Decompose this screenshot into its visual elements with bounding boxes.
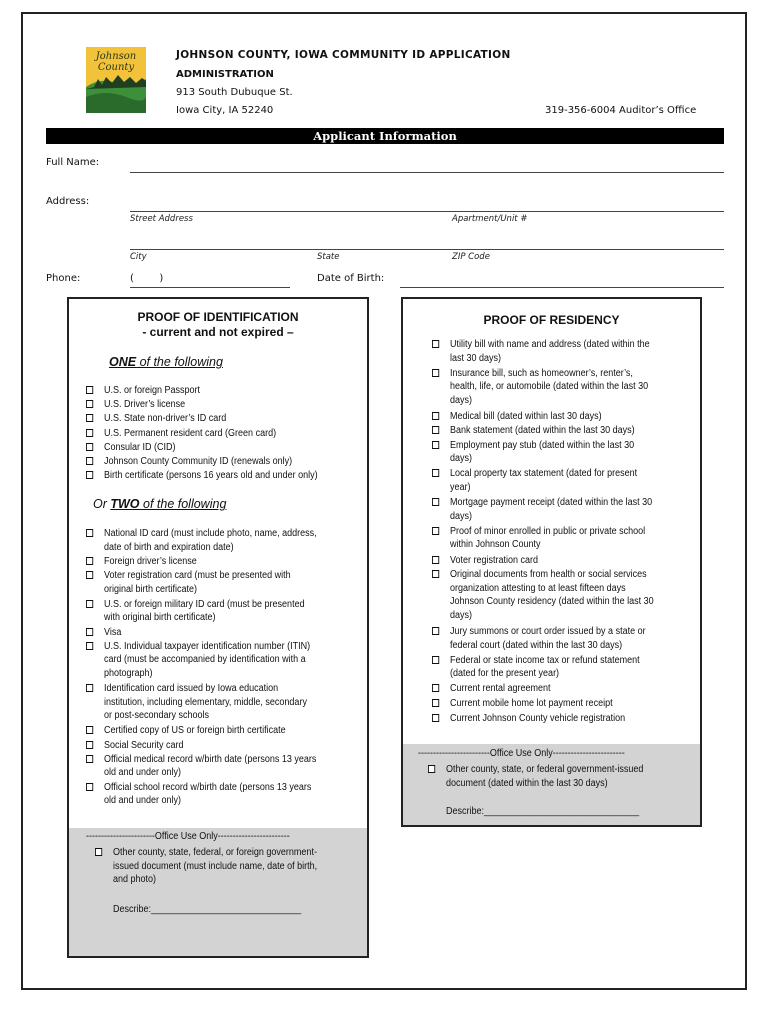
full-name-field[interactable] [130,172,724,173]
checkbox-icon[interactable] [432,412,439,420]
list-item-text: Visa [104,626,122,638]
checkbox-icon[interactable] [432,714,439,722]
checkbox-icon[interactable] [432,441,439,449]
list-item-text: old and under only) [104,795,182,807]
checkbox-icon[interactable] [86,726,93,734]
list-item-text: issued document (must include name, date of birth, [113,860,318,872]
list-item-text: Insurance bill, such as homeowner’s, renter’s, [450,367,633,379]
residency-item [450,367,648,408]
residency-item [450,568,654,622]
list-item-text: Original documents from health or social services [450,569,647,581]
list-item-text: organization attesting to at least fifteen days [450,582,626,594]
id-two-item [104,682,307,723]
address-line1: 913 South Dubuque St. [176,87,293,98]
checkbox-icon[interactable] [432,627,439,635]
residency-item [450,424,635,438]
one-of-following-heading: ONE of the following [109,355,223,369]
list-item-text: Official school record w/birth date (persons 13 years [104,781,312,793]
list-item-text: or post-secondary schools [104,710,210,722]
list-item-text: Jury summons or court order issued by a state or [450,626,646,637]
list-item-text: Proof of minor enrolled in public or private school [450,525,646,537]
list-item-text: U.S. or foreign Passport [104,385,201,396]
checkbox-icon[interactable] [86,386,93,394]
id-two-item [104,781,311,808]
residency-item [450,625,646,652]
list-item-text: Certified copy of US or foreign birth certificate [104,725,286,737]
list-item-text: Voter registration card [450,554,539,566]
svg-text:Johnson: Johnson [95,51,137,62]
checkbox-icon[interactable] [432,570,439,578]
id-two-item [104,527,317,554]
id-two-item [104,598,305,625]
id-two-item [104,640,310,681]
id-one-item [104,398,185,412]
list-item-text: U.S. State non-driver’s ID card [104,413,227,425]
list-item-text: photograph) [104,667,153,679]
list-item-text: days) [450,510,473,522]
list-item-text: year) [450,481,471,493]
id-two-item [104,739,184,753]
checkbox-icon[interactable] [86,642,93,650]
list-item-text: Federal or state income tax or refund statement [450,654,640,666]
residency-item [450,697,613,711]
list-item-text: Identification card issued by Iowa education [104,683,279,695]
list-item-text: days) [450,394,473,406]
list-item-text: date of birth and expiration date) [104,541,234,553]
list-item-text: days) [450,609,473,621]
checkbox-icon[interactable] [86,628,93,636]
id-one-item [104,469,318,483]
list-item-text: federal court (dated within the last 30 days) [450,639,623,651]
checkbox-icon[interactable] [86,571,93,579]
list-item-text: card (must be accompanied by identification with a [104,654,306,666]
checkbox-icon[interactable] [432,527,439,535]
residency-item [450,496,652,523]
form-subtitle: ADMINISTRATION [176,69,274,80]
list-item-text: (dated for the present year) [450,668,560,680]
id-two-item [104,569,291,596]
residency-item [450,682,551,696]
phone-label: Phone: [46,273,81,284]
list-item-text: Official medical record w/birth date (persons 13 years [104,753,317,765]
checkbox-icon[interactable] [86,443,93,451]
list-item-text: document (dated within the last 30 days) [446,777,608,789]
res-office-checkbox-item [446,763,643,790]
checkbox-icon[interactable] [432,469,439,477]
id-two-item [104,724,286,738]
residency-item [450,654,640,681]
list-item-text: Current rental agreement [450,683,551,695]
checkbox-icon[interactable] [86,783,93,791]
checkbox-icon[interactable] [86,400,93,408]
checkbox-icon[interactable] [428,765,435,773]
checkbox-icon[interactable] [432,699,439,707]
checkbox-icon[interactable] [432,340,439,348]
residency-item [450,554,538,568]
checkbox-icon[interactable] [86,684,93,692]
id-one-item [104,455,292,469]
checkbox-icon[interactable] [86,600,93,608]
checkbox-icon[interactable] [432,426,439,434]
dob-label: Date of Birth: [317,273,385,284]
id-one-item [104,384,200,398]
checkbox-icon[interactable] [86,471,93,479]
list-item-text: within Johnson County [450,539,541,551]
zip-label: ZIP Code [452,252,490,262]
residency-item [450,467,637,494]
list-item-text: U.S. or foreign military ID card (must be presented [104,598,305,610]
list-item-text: Other county, state, or federal government-issued [446,764,644,775]
res-describe-field[interactable]: Describe:_______________________________ [446,806,640,817]
residency-item [450,338,650,365]
id-two-item [104,626,121,640]
city-state-zip-field[interactable] [130,249,724,250]
list-item-text: U.S. Permanent resident card (Green card) [104,427,277,439]
johnson-county-logo [86,47,146,113]
state-label: State [317,252,340,262]
dob-field[interactable] [400,287,724,288]
checkbox-icon[interactable] [86,557,93,565]
residency-item [450,439,634,466]
list-item-text: U.S. Driver’s license [104,399,186,411]
residency-item [450,410,602,424]
res-office-use-label: ------------------------Office Use Only------------------------ [418,748,625,759]
list-item-text: days) [450,453,473,465]
list-item-text: Bank statement (dated within the last 30 days) [450,425,635,437]
list-item-text: Current mobile home lot payment receipt [450,698,613,709]
list-item-text: Johnson County Community ID (renewals only) [104,456,293,467]
checkbox-icon[interactable] [86,529,93,537]
id-one-item [104,441,176,455]
id-one-item [104,412,226,426]
street-address-field[interactable] [130,211,724,212]
section-title-bar: Applicant Information [46,128,724,144]
checkbox-icon[interactable] [86,414,93,422]
form-title: JOHNSON COUNTY, IOWA COMMUNITY ID APPLICATION [176,49,511,61]
list-item-text: Mortgage payment receipt (dated within the last 30 [450,497,653,509]
id-one-item [104,427,276,441]
residency-item [450,525,645,552]
checkbox-icon[interactable] [432,369,439,377]
checkbox-icon[interactable] [432,656,439,664]
list-item-text: health, life, or automobile (dated within the last 30 [450,381,649,393]
checkbox-icon[interactable] [432,684,439,692]
list-item-text: original birth certificate) [104,583,198,595]
list-item-text: Voter registration card (must be presented with [104,570,291,582]
id-describe-field[interactable]: Describe:______________________________ [113,904,302,915]
address-label: Address: [46,196,90,207]
checkbox-icon[interactable] [432,498,439,506]
checkbox-icon[interactable] [86,457,93,465]
list-item-text: Consular ID (CID) [104,441,176,453]
phone-area-code: ( ) [130,273,164,284]
list-item-text: last 30 days) [450,352,502,364]
list-item-text: Employment pay stub (dated within the last 30 [450,439,635,451]
residency-item [450,712,625,726]
id-two-item [104,555,197,569]
list-item-text: U.S. Individual taxpayer identification number (ITIN) [104,640,311,652]
list-item-text: Birth certificate (persons 16 years old and under only) [104,470,318,482]
list-item-text: old and under only) [104,767,182,779]
list-item-text: with original birth certificate) [104,612,216,623]
list-item-text: Current Johnson County vehicle registration [450,712,626,724]
office-phone: 319-356-6004 Auditor’s Office [545,105,697,116]
list-item-text: Johnson County residency (dated within the last 30 [450,596,654,608]
id-office-checkbox-item [113,846,317,887]
checkbox-icon[interactable] [86,429,93,437]
checkbox-icon[interactable] [86,755,93,763]
apartment-label: Apartment/Unit # [452,214,528,224]
list-item-text: Social Security card [104,739,184,751]
id-two-item [104,753,316,780]
list-item-text: institution, including elementary, middle, secondary [104,696,307,708]
list-item-text: Medical bill (dated within last 30 days) [450,410,602,422]
checkbox-icon[interactable] [86,741,93,749]
svg-text:County: County [97,62,135,73]
address-line2: Iowa City, IA 52240 [176,105,274,116]
list-item-text: Other county, state, federal, or foreign government- [113,847,317,858]
checkbox-icon[interactable] [95,848,102,856]
street-address-label: Street Address [130,214,193,224]
id-subtitle: - current and not expired – [142,325,294,339]
full-name-label: Full Name: [46,157,100,168]
phone-field[interactable] [130,287,290,288]
list-item-text: Local property tax statement (dated for present [450,468,638,480]
list-item-text: Foreign driver’s license [104,556,197,568]
list-item-text: National ID card (must include photo, name, address, [104,528,317,539]
city-label: City [130,252,147,262]
list-item-text: Utility bill with name and address (dated within the [450,339,650,350]
id-title: PROOF OF IDENTIFICATION [137,310,299,324]
checkbox-icon[interactable] [432,556,439,564]
residency-title: PROOF OF RESIDENCY [483,313,620,327]
list-item-text: and photo) [113,874,157,885]
id-office-use-label: -----------------------Office Use Only------------------------ [86,831,290,842]
two-of-following-heading: Or TWO of the following [93,497,227,511]
